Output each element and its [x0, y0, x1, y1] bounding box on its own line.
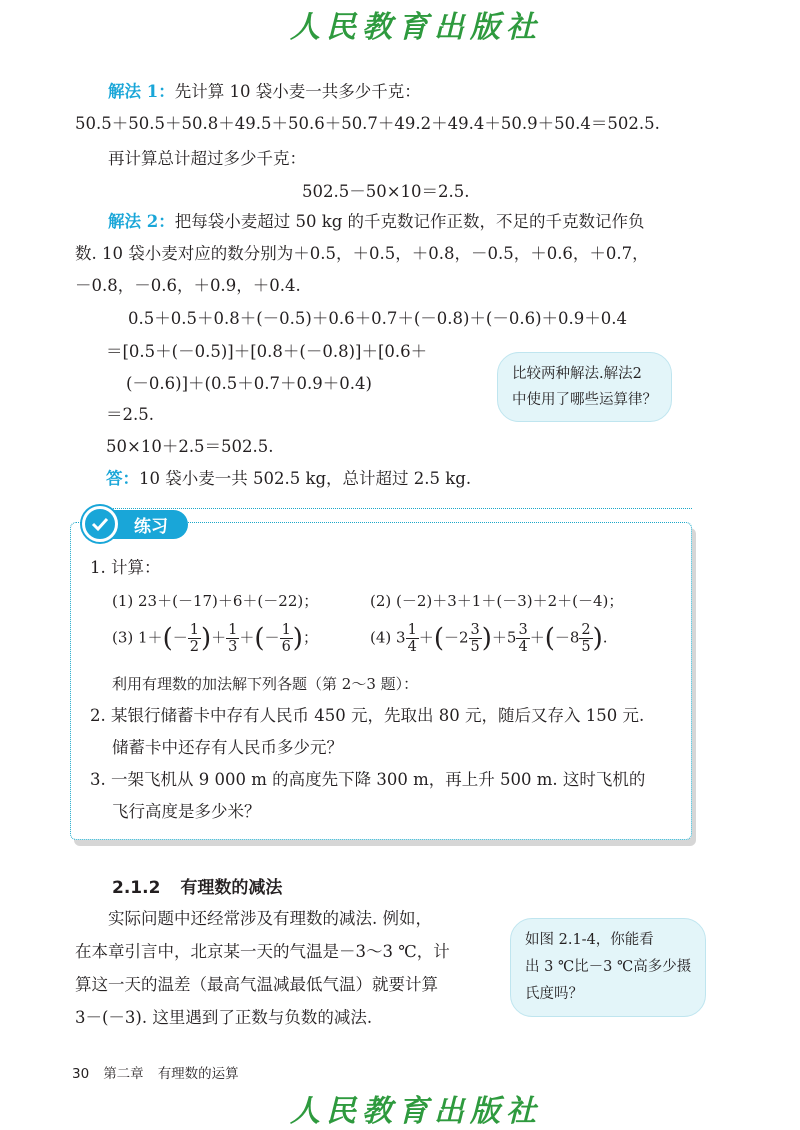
- numerator: 3: [470, 622, 480, 638]
- fraction: [579, 622, 592, 655]
- bubble2-line1: 如图 2.1-4，你能看: [525, 932, 654, 948]
- numerator: 2: [581, 622, 591, 638]
- numerator: 1: [189, 622, 199, 638]
- fraction: [406, 622, 419, 655]
- footer-chapter: 第二章: [103, 1066, 144, 1082]
- section-p4: 3－(－3). 这里遇到了正数与负数的减法.: [75, 1008, 373, 1027]
- q1-4-plus2: ＋5: [491, 628, 517, 647]
- q1-3-mid: ＋: [211, 628, 227, 647]
- q1-3-sign1: －: [172, 628, 188, 647]
- method1-sum: 50.5＋50.5＋50.8＋49.5＋50.6＋50.7＋49.2＋49.4＋50.9＋50.4＝502.5.: [75, 114, 660, 133]
- thinking-bubble-temperature: [510, 918, 706, 1017]
- method1-calc: 502.5－50×10＝2.5.: [302, 182, 470, 201]
- denominator: 2: [189, 639, 199, 655]
- q3-line1: 3. 一架飞机从 9 000 m 的高度先下降 300 m，再上升 500 m. 这时飞机的: [90, 770, 646, 789]
- section-p1: 实际问题中还经常涉及有理数的减法. 例如，: [108, 909, 432, 928]
- fraction: [516, 622, 529, 655]
- q1-part3: [112, 622, 318, 655]
- q1-3-plus: ＋: [239, 628, 255, 647]
- method1-then: 再计算总计超过多少千克：: [108, 149, 306, 168]
- publisher-logo: 人民教育出版社: [290, 10, 542, 45]
- q1-3-prefix: (3) 1＋: [112, 628, 163, 647]
- section-number: 2.1.2: [112, 878, 161, 898]
- fraction: [226, 622, 239, 655]
- method2-eq3: (－0.6)]＋(0.5＋0.7＋0.9＋0.4): [126, 374, 372, 393]
- method1-intro-line: [108, 80, 421, 104]
- section-title: 有理数的减法: [180, 878, 283, 898]
- method1-intro: 先计算 10 袋小麦一共多少千克：: [174, 82, 421, 101]
- paren: (: [433, 623, 444, 654]
- practice-note: 利用有理数的加法解下列各题（第 2～3 题）：: [112, 675, 419, 693]
- denominator: 5: [470, 639, 480, 655]
- answer-line: [106, 467, 471, 491]
- answer-label: 答：: [106, 469, 139, 488]
- fraction: [280, 622, 293, 655]
- q1-3-sign3: －: [264, 628, 280, 647]
- method1-label: 解法 1：: [108, 82, 175, 101]
- bubble1-line1: 比较两种解法.解法2: [512, 366, 642, 382]
- paren: (: [254, 623, 265, 654]
- method2-eq2: ＝[0.5＋(－0.5)]＋[0.8＋(－0.8)]＋[0.6＋: [106, 342, 428, 361]
- fraction: [188, 622, 201, 655]
- q1-4-prefix: (4) 3: [370, 628, 406, 647]
- q3-line2: 飞行高度是多少米？: [112, 802, 261, 821]
- denominator: 3: [228, 639, 238, 655]
- q1-part4: [370, 622, 608, 655]
- q1-4-end: .: [602, 628, 608, 647]
- paren: ): [481, 623, 492, 654]
- denominator: 4: [407, 639, 417, 655]
- numerator: 1: [407, 622, 417, 638]
- q1-4-plus3: ＋: [529, 628, 545, 647]
- fraction: [469, 622, 482, 655]
- paren: ): [292, 623, 303, 654]
- section-p2: 在本章引言中，北京某一天的气温是－3～3 ℃，计: [75, 942, 450, 961]
- paren: (: [162, 623, 173, 654]
- q1-4-plus1: ＋: [418, 628, 434, 647]
- answer-text: 10 袋小麦一共 502.5 kg，总计超过 2.5 kg.: [139, 469, 472, 488]
- method2-text1: 把每袋小麦超过 50 kg 的千克数记作正数，不足的千克数记作负: [174, 212, 645, 231]
- paren: ): [200, 623, 212, 654]
- publisher-logo-bottom: 人民教育出版社: [290, 1094, 542, 1129]
- method2-label: 解法 2：: [108, 212, 175, 231]
- practice-divider: [92, 508, 692, 509]
- q1-4-whole4: －8: [554, 628, 580, 647]
- q1-4-whole2: －2: [443, 628, 469, 647]
- method2-line3: －0.8，－0.6，＋0.9，＋0.4.: [75, 276, 301, 295]
- q2-line2: 储蓄卡中还存有人民币多少元？: [112, 738, 343, 757]
- numerator: 1: [228, 622, 238, 638]
- numerator: 3: [518, 622, 528, 638]
- practice-tab: 练习: [98, 510, 188, 539]
- bubble2-line3: 氏度吗？: [525, 986, 583, 1002]
- denominator: 6: [281, 639, 291, 655]
- q2-line1: 2. 某银行储蓄卡中存有人民币 450 元，先取出 80 元，随后又存入 150 元.: [90, 706, 645, 725]
- section-p3: 算这一天的温差（最高气温减最低气温）就要计算: [75, 975, 438, 994]
- section-heading: [112, 873, 282, 898]
- paren: (: [544, 623, 555, 654]
- page-footer: [72, 1062, 239, 1082]
- denominator: 4: [518, 639, 528, 655]
- q1-3-end: ；: [302, 628, 318, 647]
- bubble1-line2: 中使用了哪些运算律？: [512, 392, 657, 408]
- page-number: 30: [72, 1066, 90, 1082]
- bubble2-line2: 出 3 ℃比－3 ℃高多少摄: [525, 959, 692, 975]
- method2-eq5: 50×10＋2.5＝502.5.: [106, 437, 274, 456]
- method2-eq4: ＝2.5.: [106, 405, 154, 424]
- q1-part1: (1) 23＋(－17)＋6＋(－22)；: [112, 592, 319, 610]
- denominator: 5: [581, 639, 591, 655]
- practice-check-icon: [82, 506, 118, 542]
- method2-eq1: 0.5＋0.5＋0.8＋(－0.5)＋0.6＋0.7＋(－0.8)＋(－0.6)＋0.9＋0.4: [128, 309, 628, 328]
- method2-line1: [108, 210, 645, 234]
- thinking-bubble-methods: [497, 352, 672, 422]
- footer-chapter-title: 有理数的运算: [157, 1066, 239, 1082]
- method2-line2: 数. 10 袋小麦对应的数分别为＋0.5，＋0.5，＋0.8，－0.5，＋0.6，＋0.7，: [75, 244, 649, 263]
- check-icon: [85, 509, 115, 539]
- q1-title: 1. 计算：: [90, 558, 161, 577]
- paren: ): [592, 623, 603, 654]
- numerator: 1: [281, 622, 291, 638]
- q1-part2: (2) (－2)＋3＋1＋(－3)＋2＋(－4)；: [370, 592, 624, 610]
